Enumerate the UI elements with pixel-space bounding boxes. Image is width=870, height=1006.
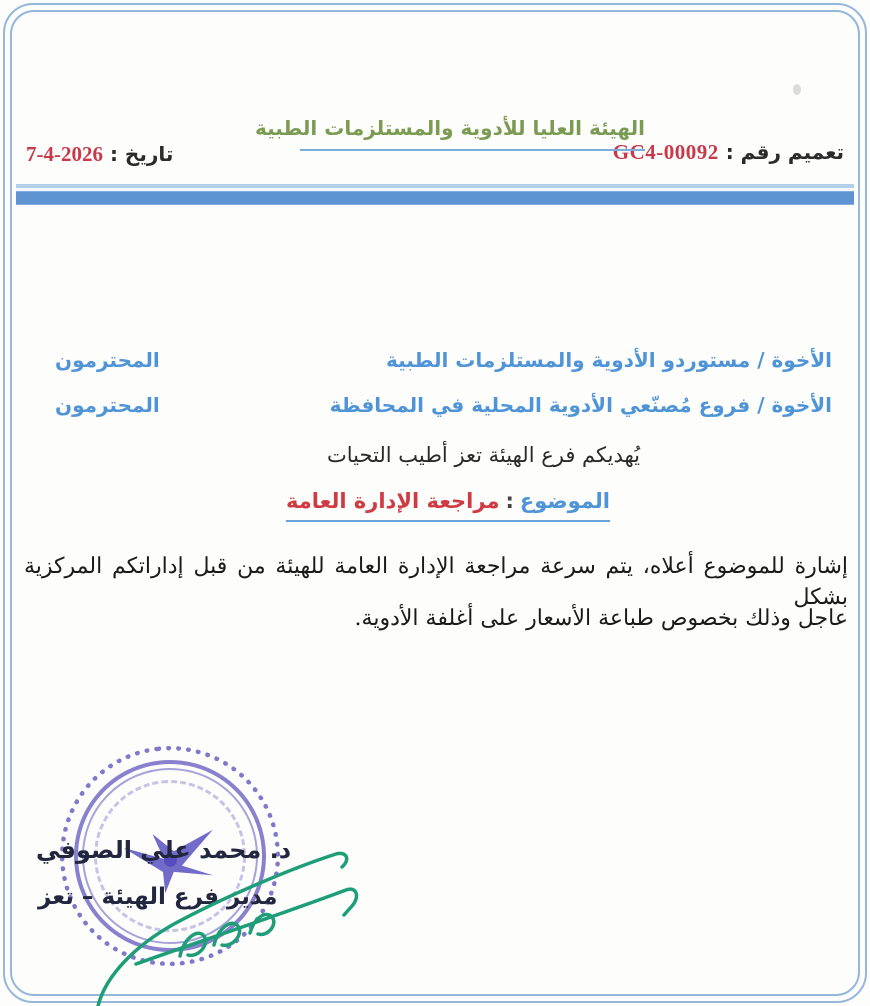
- date-line: [26, 142, 173, 167]
- greeting-line: يُهديكم فرع الهيئة تعز أطيب التحيات: [326, 443, 640, 467]
- body-paragraph-line-1: إشارة للموضوع أعلاه، يتم سرعة مراجعة الإدارة العامة للهيئة من قبل إداراتكم المركزية بشكل: [24, 554, 848, 610]
- date-label: تاريخ :: [109, 142, 174, 166]
- recipient-honorific: المحترمون: [55, 348, 160, 372]
- circular-number-label: تعميم رقم :: [725, 140, 844, 164]
- subject-line: [286, 489, 610, 522]
- signatory-title: مدير فرع الهيئة – تعز: [38, 884, 278, 910]
- circular-number-line: [613, 140, 844, 165]
- body-paragraph-line-2: عاجل وذلك بخصوص طباعة الأسعار على أغلفة الأدوية.: [354, 606, 848, 631]
- handwritten-signature-icon: [40, 818, 380, 1006]
- subject-separator: :: [505, 489, 514, 513]
- recipient-text: الأخوة / فروع مُصنّعي الأدوية المحلية في المحافظة: [329, 393, 832, 417]
- subject-label: الموضوع: [519, 489, 610, 513]
- subject-value: مراجعة الإدارة العامة: [285, 489, 500, 513]
- organization-title: الهيئة العليا للأدوية والمستلزمات الطبية: [300, 116, 645, 151]
- divider-main-line: [16, 191, 854, 205]
- recipient-text: الأخوة / مستوردو الأدوية والمستلزمات الطبية: [386, 348, 832, 372]
- circular-number-value: GC4-00092: [612, 140, 719, 164]
- signatory-name: د. محمد علي الصوفي: [36, 836, 292, 864]
- date-value: 2026-4-7: [26, 142, 103, 166]
- recipient-honorific: المحترمون: [55, 393, 160, 417]
- header-divider-bar: [16, 184, 854, 205]
- scan-smudge: [793, 84, 801, 95]
